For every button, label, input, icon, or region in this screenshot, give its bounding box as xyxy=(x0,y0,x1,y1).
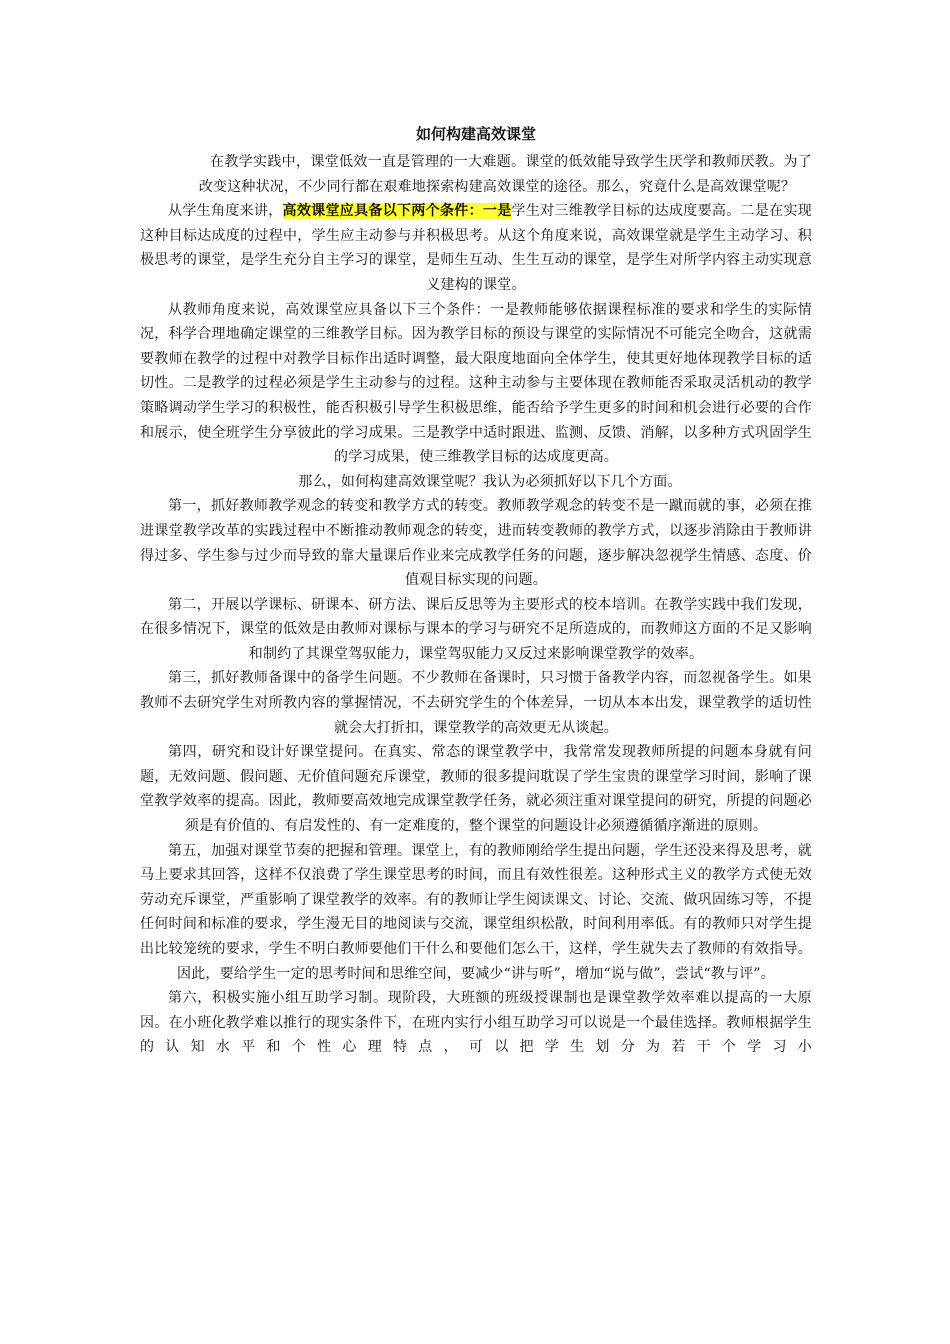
document-page xyxy=(140,122,812,1060)
paragraph-point-1: 第一，抓好教师教学观念的转变和教学方式的转变。教师教学观念的转变不是一蹴而就的事，必须在推进课堂教学改革的实践过程中不断推动教师观念的转变，进而转变教师的教学方式，以逐步消除由于教师讲得过多、学生参与过少而导致的靠大量课后作业来完成教学任务的问题，逐步解决忽视学生情感、态度、价值观目标实现的问题。 xyxy=(140,498,812,589)
document-title: 如何构建高效课堂 xyxy=(415,125,536,143)
paragraph-question: 那么，如何构建高效课堂呢？我认为必须抓好以下几个方面。 xyxy=(298,473,682,490)
paragraph-intro: 在教学实践中，课堂低效一直是管理的一大难题。课堂的低效能导致学生厌学和教师厌教。为了改变这种状况，不少同行都在艰难地探索构建高效课堂的途径。那么，究竟什么是高效课堂呢？ xyxy=(198,154,812,195)
paragraph-point-4: 第四，研究和设计好课堂提问。在真实、常态的课堂教学中，我常常发现教师所提的问题本身就有问题，无效问题、假问题、无价值问题充斥课堂，教师的很多提问耽误了学生宝贵的课堂学习时间，影响了课堂教学效率的提高。因此，教师要高效地完成课堂教学任务，就必须注重对课堂提问的研究，所提的问题必须是有价值的、有启发性的、有一定难度的，整个课堂的问题设计必须遵循循序渐进的原则。 xyxy=(140,744,812,835)
paragraph-point-2: 第二，开展以学课标、研课本、研方法、课后反思等为主要形式的校本培训。在教学实践中我们发现，在很多情况下，课堂的低效是由教师对课标与课本的学习与研究不足所造成的，而教师这方面的不足又影响和制约了其课堂驾驭能力，课堂驾驭能力又反过来影响课堂教学的效率。 xyxy=(140,596,812,662)
highlighted-text: 高效课堂应具备以下两个条件：一是 xyxy=(282,203,512,220)
paragraph-point-6: 第六，积极实施小组互助学习制。现阶段，大班额的班级授课制也是课堂教学效率难以提高的一大原因。在小班化教学难以推行的现实条件下，在班内实行小组互助学习可以说是一个最佳选择。教师根据学生的认知水平和个性心理特点，可以把学生划分为若干个学习小 xyxy=(140,990,812,1056)
student-view-lead-text: 从学生角度来讲， xyxy=(168,203,283,220)
paragraph-teacher-view: 从教师角度来说，高效课堂应具备以下三个条件：一是教师能够依据课程标准的要求和学生的实际情况，科学合理地确定课堂的三维教学目标。因为教学目标的预设与课堂的实际情况不可能完全吻合，这就需要教师在教学的过程中对教学目标作出适时调整，最大限度地面向全体学生，使其更好地体现教学目标的适切性。二是教学的过程必须是学生主动参与的过程。这种主动参与主要体现在教师能否采取灵活机动的教学策略调动学生学习的积极性，能否积极引导学生积极思维，能否给予学生更多的时间和机会进行必要的合作和展示，使全班学生分享彼此的学习成果。三是教学中适时跟进、监测、反馈、消解，以多种方式巩固学生的学习成果，使三维教学目标的达成度更高。 xyxy=(140,301,812,466)
paragraph-point-3: 第三，抓好教师备课中的备学生问题。不少教师在备课时，只习惯于备教学内容，而忽视备学生。如果教师不去研究学生对所教内容的掌握情况，不去研究学生的个体差异，一切从本本出发，课堂教学的适切性就会大打折扣，课堂教学的高效更无从谈起。 xyxy=(140,670,812,736)
paragraph-point-5: 第五，加强对课堂节奏的把握和管理。课堂上，有的教师刚给学生提出问题，学生还没来得及思考，就马上要求其回答，这样不仅浪费了学生课堂思考的时间，而且有效性很差。这种形式主义的教学方式使无效劳动充斥课堂，严重影响了课堂教学的效率。有的教师让学生阅读课文、讨论、交流、做巩固练习等，不提任何时间和标准的要求，学生漫无目的地阅读与交流，课堂组织松散，时间利用率低。有的教师只对学生提出比较笼统的要求，学生不明白教师要他们干什么和要他们怎么干，这样，学生就失去了教师的有效指导。因此，要给学生一定的思考时间和思维空间，要减少“讲与听”，增加“说与做”，尝试“教与评”。 xyxy=(140,842,812,982)
student-view-body-text: 学生对三维教学目标的达成度要高。二是在实现这种目标达成度的过程中，学生应主动参与并积极思考。从这个角度来说，高效课堂就是学生主动学习、积极思考的课堂，是学生充分自主学习的课堂，是师生互动、生生互动的课堂，是学生对所学内容主动实现意义建构的课堂。 xyxy=(140,203,812,293)
paragraph-student-view xyxy=(140,199,812,297)
